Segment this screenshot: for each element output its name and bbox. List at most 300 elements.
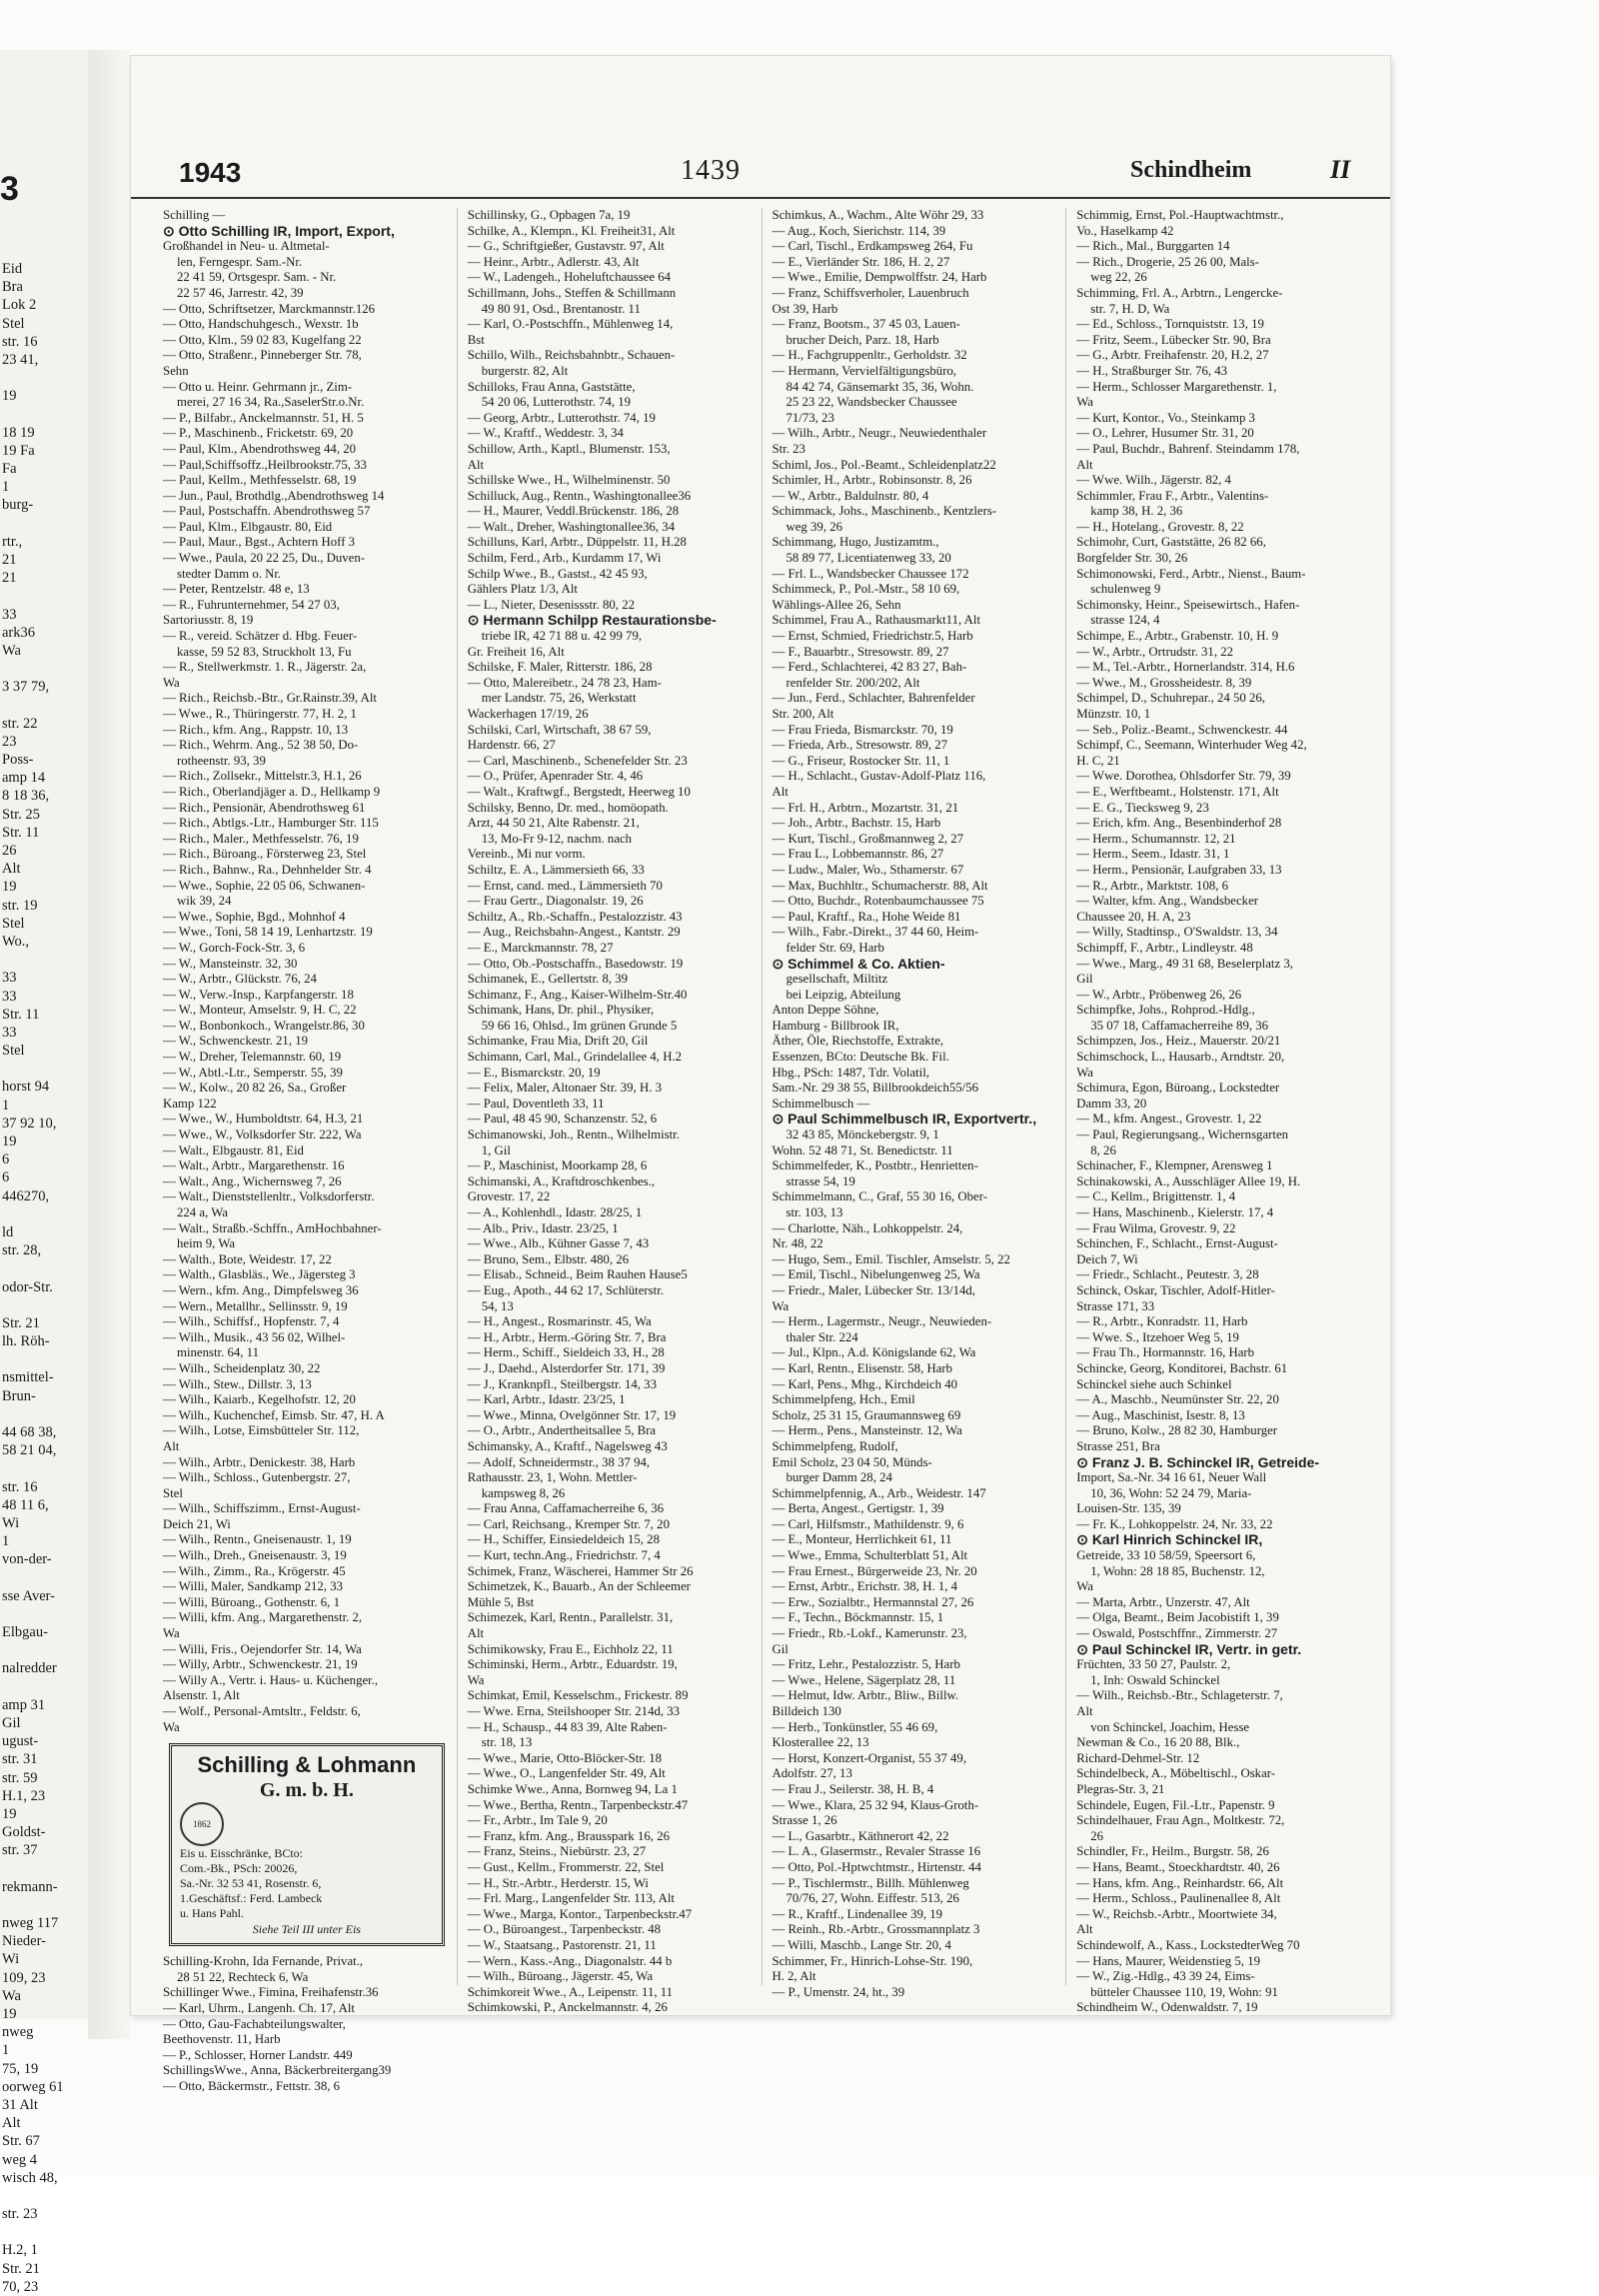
directory-entry-line: Schimanek, E., Gellertstr. 8, 39 [467,972,629,987]
left-page-line: nweg 117 [2,1915,59,1932]
left-page-line [2,1405,86,1423]
left-page-line: 8 18 36, [2,788,50,805]
directory-entry-line: — H., Hotelang., Grovestr. 8, 22 [1076,519,1244,534]
left-page-line [2,1459,86,1477]
directory-entry-line: — Paul, Buchdr., Bahrenf. Steindamm 178, [1076,441,1300,456]
left-page-line: amp 31 [2,1696,46,1713]
directory-entry-line: — Otto, Pol.-Hptwchtmstr., Hirtenstr. 44 [772,1859,981,1874]
directory-entry-line: Schimkat, Emil, Kesselschm., Frickestr. 89 [467,1688,689,1703]
left-page-line [2,697,86,715]
left-page-line [2,1641,86,1659]
left-page-line: 1 [2,1097,10,1114]
directory-entry-line: mer Landstr. 75, 26, Werkstatt [481,691,637,706]
directory-entry-line: Schimansky, A., Kraftf., Nagelsweg 43 [467,1438,668,1453]
directory-entry-line: — R., Stellwerkmstr. 1. R., Jägerstr. 2a, [163,660,367,675]
directory-entry-line: — Hugo, Sem., Emil. Tischler, Amselstr. 5, 22 [772,1251,1010,1266]
left-page-line: str. 16 [2,333,38,350]
directory-entry-line: — Herm., Pensionär, Laufgraben 33, 13 [1076,862,1282,877]
directory-entry-line: 13, Mo-Fr 9-12, nachm. nach [481,831,633,846]
ad-line: u. Hans Pahl. [180,1906,244,1921]
directory-entry-line: Schinckel siehe auch Schinkel [1076,1376,1232,1391]
directory-entry-line: — W., Gorch-Fock-Str. 3, 6 [163,940,306,955]
directory-entry-line: Schimanke, Frau Mia, Drift 20, Gil [467,1034,649,1049]
directory-entry-line: — Hans, Beamt., Stoeckhardtstr. 40, 26 [1076,1859,1280,1874]
directory-entry-line: — Fritz, Seem., Lübecker Str. 90, Bra [1076,332,1271,347]
directory-entry-line: — R., Arbtr., Marktstr. 108, 6 [1076,878,1229,893]
left-page-line: nsmittel- [2,1369,54,1386]
directory-entry-line: Schindler, Fr., Heilm., Burgstr. 58, 26 [1076,1844,1269,1859]
directory-entry-line: — Walt., Ang., Wichernsweg 7, 26 [163,1173,342,1188]
directory-entry-line: — Wilh., Kuchenchef, Eimsb. Str. 47, H. A [163,1407,385,1422]
entry-columns [163,208,1370,2093]
left-page-line: von-der- [2,1551,52,1568]
directory-entry-line: — Hans, Maurer, Weidenstieg 5, 19 [1076,1953,1260,1968]
directory-entry-line: — Wwe., Bertha, Rentn., Tarpenbeckstr.47 [467,1797,689,1812]
directory-entry-line: Schimmelmann, C., Graf, 55 30 16, Ober- [772,1189,987,1204]
directory-entry-line: — Wwe., Emilie, Dempwolffstr. 24, Harb [772,270,987,285]
directory-entry-line: Wa [163,1719,180,1734]
directory-entry-line: — Paul, 48 45 90, Schanzenstr. 52, 6 [467,1112,658,1127]
directory-entry-line: 10, 36, Wohn: 52 24 79, Maria- [1090,1485,1252,1500]
directory-entry-line: — Kurt, Tischl., Großmannweg 2, 27 [772,831,964,846]
directory-entry-line: Schimmler, Frau F., Arbtr., Valentins- [1076,488,1269,503]
directory-entry-line: minenstr. 64, 11 [177,1345,259,1360]
directory-entry-line: — Franz, Bootsm., 37 45 03, Lauen- [772,317,960,332]
directory-entry-line: — E., Marckmannstr. 78, 27 [467,940,614,955]
directory-entry-line: — Walt., Dreher, Washingtonallee36, 34 [467,519,676,534]
directory-entry-line: 35 07 18, Caffamacherreihe 89, 36 [1090,1018,1269,1033]
directory-entry-line: — Carl, Tischl., Erdkampsweg 264, Fu [772,239,973,254]
directory-entry-line: Schimonsky, Heinr., Speisewirtsch., Hafen- [1076,597,1300,612]
left-page-number: 3 [0,170,19,208]
left-page-line: 18 19 [2,424,35,441]
left-page-line [2,951,86,969]
directory-entry-line: — R., Kraftf., Lindenallee 39, 19 [772,1906,943,1921]
directory-entry-line: — Herm., Seem., Idastr. 31, 1 [1076,847,1230,862]
directory-entry-line: kamp 38, H. 2, 36 [1090,504,1183,519]
directory-entry-line: burgerstr. 82, Alt [481,363,569,378]
directory-entry-line: — Berta, Angest., Gertigstr. 1, 39 [772,1501,944,1516]
directory-entry-line: felder Str. 69, Harb [786,940,884,955]
directory-entry-line: Ost 39, Harb [772,301,838,316]
directory-entry-line: — A., Kohlenhdl., Idastr. 28/25, 1 [467,1205,643,1219]
directory-entry-line: — L., Nieter, Desenissstr. 80, 22 [467,597,635,612]
left-page-lines [2,260,86,2296]
directory-entry-line: — Paul, Maur., Bgst., Achtern Hoff 3 [163,535,356,550]
directory-entry-line: — Rich., Maler., Methfesselstr. 76, 19 [163,831,359,846]
directory-entry-line: — Oswald, Postschffnr., Zimmerstr. 27 [1076,1626,1278,1641]
directory-entry-line: — H., Arbtr., Herm.-Göring Str. 7, Bra [467,1329,667,1344]
directory-entry-line: — Olga, Beamt., Beim Jacobistift 1, 39 [1076,1610,1279,1625]
directory-entry-line: — H., Schiffer, Einsiedeldeich 15, 28 [467,1532,660,1547]
directory-entry-line: Richard-Dehmel-Str. 12 [1076,1750,1200,1765]
directory-entry-line: 1, Inh: Oswald Schinckel [1090,1672,1220,1687]
directory-entry-line: schulenweg 9 [1090,582,1161,597]
directory-entry-line: Schillske Wwe., H., Wilhelminenstr. 50 [467,473,671,488]
directory-entry-line: — Wilh., Musik., 43 56 02, Wilhel- [163,1329,346,1344]
left-page-line: 6 [2,1151,10,1168]
directory-entry-line: — Heinr., Arbtr., Adlerstr. 43, Alt [467,254,640,269]
directory-entry-line: Klosterallee 22, 13 [772,1735,869,1750]
directory-entry-line: — Herm., Pens., Mansteinstr. 12, Wa [772,1423,962,1438]
left-page-line: 33 [2,988,17,1005]
directory-entry-line: Schimmeck, P., Pol.-Mstr., 58 10 69, [772,582,960,597]
ad-line: Eis u. Eisschränke, BCto: [180,1846,303,1861]
directory-entry-line: Schimann, Carl, Mal., Grindelallee 4, H.2 [467,1050,683,1065]
ad-footer: Siehe Teil III unter Eis [252,1922,361,1937]
directory-entry-line: — Wilh., Fabr.-Direkt., 37 44 60, Heim- [772,925,979,940]
directory-entry-line: — Frieda, Arb., Stresowstr. 89, 27 [772,738,948,753]
left-page-line: rekmann- [2,1878,58,1895]
directory-entry-line: — E., Bismarckstr. 20, 19 [467,1065,601,1080]
directory-entry-line: 49 80 91, Osd., Brentanostr. 11 [481,301,641,316]
directory-entry-line: — Karl, Pens., Mhg., Kirchdeich 40 [772,1376,958,1391]
left-page-line: Str. 25 [2,806,40,823]
directory-entry-line: Schimpe, E., Arbtr., Grabenstr. 10, H. 9 [1076,629,1279,644]
directory-entry-line: — Frau Anna, Caffamacherreihe 6, 36 [467,1501,665,1516]
ad-company-form: G. m. b. H. [259,1779,354,1802]
directory-entry-line: — Wern., kfm. Ang., Dimpfelsweg 36 [163,1282,359,1297]
left-page-line: str. 23 [2,2206,38,2223]
left-page-line: 23 [2,733,17,750]
directory-entry-line: Schimmelbusch — [772,1096,870,1111]
directory-entry-line: 26 [1090,1828,1104,1843]
left-page-line: 1 [2,479,10,496]
left-page-line: 19 [2,1134,17,1149]
left-page-line: str. 16 [2,1478,38,1495]
directory-entry-line: Münzstr. 10, 1 [1076,707,1151,721]
directory-entry-line: Anton Deppe Söhne, [772,1003,879,1018]
directory-entry-line: — Wwe. S., Itzehoer Weg 5, 19 [1076,1329,1239,1344]
left-page-line: Wa [2,1987,21,2004]
directory-entry-line: — Frau Th., Hormannstr. 16, Harb [1076,1345,1255,1360]
directory-entry-line: 84 42 74, Gänsemarkt 35, 36, Wohn. [786,379,974,394]
directory-entry-line: 8, 26 [1090,1143,1116,1157]
column-1-after-ad [163,1954,451,2094]
directory-entry-line: Schimohr, Curt, Gaststätte, 26 82 66, [1076,535,1266,550]
left-page-line: Stel [2,1043,25,1060]
directory-entry-line: Schimkowski, P., Anckelmannstr. 4, 26 [467,2000,668,2015]
directory-entry-line: — Wwe., Sophie, Bgd., Mohnhof 4 [163,909,346,924]
advertisement-box [169,1743,445,1946]
directory-entry-line: H. C, 21 [1076,753,1120,768]
directory-entry-line: Schinacher, F., Klempner, Arensweg 1 [1076,1158,1273,1173]
directory-entry-line: — Wwe. Wilh., Jägerstr. 82, 4 [1076,473,1231,488]
left-page-line: 26 [2,843,17,859]
left-page-line [2,1296,86,1314]
directory-entry-line: Schimanz, F., Ang., Kaiser-Wilhelm-Str.40 [467,987,688,1002]
directory-entry-line: — Frau L., Lobbemannstr. 86, 27 [772,847,944,862]
directory-entry-line: Schimler, H., Arbtr., Robinsonstr. 8, 26 [772,473,972,488]
directory-entry-line: — Wilh., Reichsb.-Btr., Schlageterstr. 7, [1076,1688,1283,1703]
directory-entry-line: Schindelhauer, Frau Agn., Moltkestr. 72, [1076,1813,1285,1828]
directory-entry-line: Wählings-Allee 26, Sehn [772,597,901,612]
directory-entry-line: — Wilh., Büroang., Jägerstr. 45, Wa [467,1969,654,1984]
left-page-line: 446270, [2,1187,50,1204]
left-page-line: Elbgau- [2,1624,48,1641]
directory-entry-line: — Wwe., Emma, Schulterblatt 51, Alt [772,1548,968,1563]
header-year: 1943 [179,157,242,188]
left-page-line: 31 Alt [2,2096,38,2113]
directory-entry-line: — Wilh., Zimm., Ra., Krögerstr. 45 [163,1563,346,1578]
directory-entry-line: — Paul,Schiffsoffz.,Heilbrookstr.75, 33 [163,457,367,472]
left-page-line: 33 [2,970,17,987]
directory-entry-line: Schilski, Carl, Wirtschaft, 38 67 59, [467,722,652,737]
directory-entry-line: Borgfelder Str. 30, 26 [1076,551,1188,566]
directory-entry-line: — Franz, Steins., Niebürstr. 23, 27 [467,1844,647,1859]
directory-entry-line: Sam.-Nr. 29 38 55, Billbrookdeich55/56 [772,1081,979,1096]
directory-entry-line: — Wern., Metallhr., Sellinsstr. 9, 19 [163,1298,348,1313]
directory-entry-line: — Rich., Büroang., Försterweg 23, Stel [163,847,367,862]
left-page-line [2,369,86,387]
directory-entry-line: — W., Ladengeh., Hoheluftchaussee 64 [467,270,672,285]
directory-entry-line: Kamp 122 [163,1096,217,1111]
directory-entry-line: — Friedr., Maler, Lübecker Str. 13/14d, [772,1282,975,1297]
directory-entry-line: — Wwe., R., Thüringerstr. 77, H. 2, 1 [163,707,357,721]
left-page-line: 6 [2,1169,10,1186]
directory-entry-line: — Alb., Priv., Idastr. 23/25, 1 [467,1220,619,1235]
directory-entry-line: — Otto, Bäckermstr., Fettstr. 38, 6 [163,2078,341,2093]
directory-entry-line: Schinchen, F., Schlacht., Ernst-August- [1076,1236,1278,1251]
directory-entry-line: Schimming, Frl. A., Arbtrn., Lengercke- [1076,285,1283,300]
directory-entry-line: — Walt., Arbtr., Margarethenstr. 16 [163,1158,345,1173]
directory-entry-line: — Rich., Abtlgs.-Ltr., Hamburger Str. 115 [163,816,379,831]
directory-entry-line: ⊙ Paul Schinckel IR, Vertr. in getr. [1076,1640,1302,1657]
directory-entry-line: — Wwe., M., Grossheidestr. 8, 39 [1076,675,1252,690]
directory-entry-line: Str. 23 [772,441,805,456]
directory-entry-line: — Herm., Schiff., Sieldeich 33, H., 28 [467,1345,665,1360]
left-page-line: H.2, 1 [2,2242,38,2259]
directory-entry-line: — Walt., Elbgaustr. 81, Eid [163,1143,304,1157]
directory-entry-line: Wa [772,1298,790,1313]
directory-entry-line: — Joh., Arbtr., Bachstr. 15, Harb [772,816,941,831]
left-page-line: weg 4 [2,2151,38,2168]
directory-entry-line: Schiml, Jos., Pol.-Beamt., Schleidenplatz22 [772,457,996,472]
directory-entry-line: — W., Kolw., 20 82 26, Sa., Großer [163,1081,347,1096]
directory-entry-line: Scholz, 25 31 15, Graumannsweg 69 [772,1407,961,1422]
directory-entry-line: weg 22, 26 [1090,270,1147,285]
directory-entry-line: Alt [1076,1704,1093,1718]
directory-entry-line: ⊙ Schimmel & Co. Aktien- [772,955,945,972]
column-2-entries [468,208,756,2016]
directory-entry-line: Schimonowski, Ferd., Arbtr., Nienst., Baum- [1076,566,1306,581]
left-page-line: Str. 11 [2,1006,40,1023]
directory-entry-line: strasse 54, 19 [786,1173,855,1188]
directory-entry-line: Strasse 171, 33 [1076,1298,1155,1313]
directory-entry-line: — Rich., Reichsb.-Btr., Gr.Rainstr.39, Alt [163,691,377,706]
directory-entry-line: Bst [467,332,485,347]
left-page-line: nalredder [2,1660,57,1677]
directory-entry-line: — Willi, Fris., Oejendorfer Str. 14, Wa [163,1641,362,1656]
directory-entry-line: — R., Fuhrunternehmer, 54 27 03, [163,597,340,612]
directory-entry-line: Gil [1076,972,1093,987]
left-page-line: horst 94 [2,1079,50,1096]
directory-entry-line: Großhandel in Neu- u. Altmetal- [163,239,330,254]
left-page-line: str. 31 [2,1751,38,1768]
directory-entry-line: str. 18, 13 [481,1735,533,1750]
left-page-line [2,1860,86,1878]
directory-entry-line: Schimanowski, Joh., Rentn., Wilhelmistr. [467,1128,680,1143]
directory-entry-line: Schimpf, C., Seemann, Winterhuder Weg 42, [1076,738,1307,753]
directory-entry-line: — Otto, Schriftsetzer, Marckmannstr.126 [163,301,376,316]
directory-entry-line: — Wilh., Schloss., Gutenbergstr. 27, [163,1470,351,1485]
directory-entry-line: 58 89 77, Licentiatenweg 33, 20 [786,551,951,566]
left-page-line [2,1569,86,1587]
directory-entry-line: — Wilh., Lotse, Eimsbütteler Str. 112, [163,1423,360,1438]
left-page-line: str. 59 [2,1769,38,1786]
left-page-line: amp 14 [2,770,46,787]
directory-entry-line: — P., Schlosser, Horner Landstr. 449 [163,2047,353,2062]
left-page-line: Str. 67 [2,2133,40,2150]
directory-entry-line: Schimanski, A., Kraftdroschkenbes., [467,1173,656,1188]
directory-entry-line: — Walt., Kraftwgf., Bergstedt, Heerweg 10 [467,784,691,799]
directory-entry-line: Louisen-Str. 135, 39 [1076,1501,1181,1516]
left-page-line: str. 37 [2,1842,38,1859]
directory-entry-line: — M., kfm. Angest., Grovestr. 1, 22 [1076,1112,1262,1127]
directory-entry-line: — Fr., Arbtr., Im Tale 9, 20 [467,1813,608,1828]
directory-entry-line: Schilluck, Aug., Rentn., Washingtonallee36 [467,488,692,503]
directory-entry-line: Alt [163,1438,180,1453]
directory-entry-line: — Hans, kfm. Ang., Reinhardstr. 66, Alt [1076,1875,1284,1890]
left-page-line [2,1060,86,1078]
directory-entry-line: Wa [163,675,180,690]
ad-company-name: Schilling & Lohmann [197,1752,417,1778]
ad-line: Com.-Bk., PSch: 20026, [180,1861,298,1876]
directory-entry-line: — P., Tischlermstr., Billh. Mühlenweg [772,1875,969,1890]
directory-entry-line: — F., Techn., Böckmannstr. 15, 1 [772,1610,944,1625]
directory-entry-line: — Wolf., Personal-Amtsltr., Feldstr. 6, [163,1704,361,1718]
left-page-line: ld [2,1223,14,1240]
ad-seal-logo: 1862 [180,1802,224,1846]
directory-entry-line: Schimmel, Frau A., Rathausmarkt11, Alt [772,613,981,628]
directory-entry-line: ⊙ Hermann Schilpp Restaurationsbe- [467,612,717,629]
left-page-line: oorweg 61 [2,2078,64,2095]
left-page-line: Wa [2,642,21,659]
directory-entry-line: Schinakowski, A., Ausschläger Allee 19, H. [1076,1173,1301,1188]
directory-entry-line: str. 103, 13 [786,1205,843,1219]
directory-entry-line: Vo., Haselkamp 42 [1076,223,1174,238]
left-page-line: Goldst- [2,1824,46,1841]
directory-entry-line: Adolfstr. 27, 13 [772,1766,852,1781]
left-page-line [2,2187,86,2205]
directory-entry-line: — Rich., Mal., Burggarten 14 [1076,239,1230,254]
directory-entry-line: ⊙ Paul Schimmelbusch IR, Exportvertr., [772,1111,1037,1128]
directory-entry-line: — Fritz, Lehr., Pestalozzistr. 5, Harb [772,1657,960,1672]
directory-entry-line: — Ernst, Schmied, Friedrichstr.5, Harb [772,629,973,644]
directory-entry-line: Schilske, F. Maler, Ritterstr. 186, 28 [467,660,653,675]
left-page-line: rtr., [2,533,23,550]
directory-entry-line: — Rich., Pensionär, Abendrothsweg 61 [163,800,366,815]
directory-entry-line: — Kurt, techn.Ang., Friedrichstr. 7, 4 [467,1548,661,1563]
directory-entry-line: ⊙ Franz J. B. Schinckel IR, Getreide- [1076,1453,1320,1470]
directory-entry-line: Schindele, Eugen, Fil.-Ltr., Papenstr. 9 [1076,1797,1275,1812]
directory-entry-line: — Herm., Schlosser Margarethenstr. 1, [1076,379,1277,394]
directory-entry-line: — Frl. Marg., Langenfelder Str. 113, Alt [467,1891,675,1906]
directory-entry-line: Billdeich 130 [772,1704,841,1718]
left-page-line: Bra [2,279,23,296]
directory-entry-line: merei, 27 16 34, Ra.,SaselerStr.o.Nr. [177,395,365,410]
directory-entry-line: — O., Arbtr., Andertheitsallee 5, Bra [467,1423,657,1438]
left-page-line: Alt [2,861,21,878]
directory-entry-line: — J., Kranknpfl., Steilbergstr. 14, 33 [467,1376,657,1391]
directory-entry-line: — Wwe., Marga, Kontor., Tarpenbeckstr.47 [467,1906,693,1921]
directory-entry-line: — P., Maschinist, Moorkamp 28, 6 [467,1158,648,1173]
directory-entry-line: — R., vereid. Schätzer d. Hbg. Feuer- [163,629,358,644]
column-1-entries [163,208,451,1735]
directory-entry-line: — Eug., Apoth., 44 62 17, Schlüterstr. [467,1282,664,1297]
directory-entry-line: — W., Mansteinstr. 32, 30 [163,956,298,971]
directory-entry-line: — Rich., Drogerie, 25 26 00, Mals- [1076,254,1259,269]
ad-line: 1.Geschäftsf.: Ferd. Lambeck [180,1891,323,1906]
directory-entry-line: 22 57 46, Jarrestr. 42, 39 [177,285,304,300]
directory-entry-line: burger Damm 28, 24 [786,1470,892,1485]
left-page-line: 37 92 10, [2,1115,57,1132]
directory-entry-line: rotheenstr. 93, 39 [177,753,266,768]
directory-entry-line: — W., Schwenckestr. 21, 19 [163,1034,309,1049]
left-page-line: Str. 11 [2,824,40,841]
directory-entry-line: — Walt., Dienststellenltr., Volksdorferstr. [163,1189,375,1204]
header-catchword: Schindheim [1130,157,1252,183]
directory-entry-line: — H., Straßburger Str. 76, 43 [1076,363,1228,378]
directory-entry-line: — Walt., Straßb.-Schffn., AmHochbahner- [163,1220,382,1235]
left-page-line: 1 [2,2042,10,2059]
directory-entry-line: — Hans, Maschinenb., Kielerstr. 17, 4 [1076,1205,1274,1219]
directory-entry-line: Wa [1076,395,1093,410]
directory-entry-line: — Karl, Arbtr., Idastr. 23/25, 1 [467,1392,626,1407]
directory-entry-line: — Emil, Tischl., Nibelungenweg 25, Wa [772,1267,980,1282]
directory-entry-line: Schilke, A., Klempn., Kl. Freiheit31, Alt [467,223,676,238]
directory-entry-line: — Wwe., Minna, Ovelgönner Str. 17, 19 [467,1407,677,1422]
directory-entry-line: Nr. 48, 22 [772,1236,823,1251]
directory-entry-line: Schimpel, D., Schuhrepar., 24 50 26, [1076,691,1265,706]
directory-entry-line: Wackerhagen 17/19, 26 [467,707,589,721]
column-4-entries [1076,208,1364,2016]
directory-entry-line: — Karl, Rentn., Elisenstr. 58, Harb [772,1360,953,1375]
directory-entry-line: Schimank, Hans, Dr. phil., Physiker, [467,1003,655,1018]
directory-entry-line: — E. G., Tiecksweg 9, 23 [1076,800,1209,815]
directory-entry-line: Schilluns, Karl, Arbtr., Düppelstr. 11, H.28 [467,535,687,550]
directory-entry-line: Schimpff, F., Arbtr., Lindleystr. 48 [1076,940,1253,955]
directory-entry-line: bütteler Chaussee 110, 19, Wohn: 91 [1090,1984,1278,1999]
left-page-line: str. 28, [2,1242,42,1259]
directory-entry-line: — R., Arbtr., Konradstr. 11, Harb [1076,1314,1248,1329]
directory-entry-line: Gil [772,1641,789,1656]
left-page-line: odor-Str. [2,1278,53,1295]
directory-entry-line: Wa [1076,1065,1093,1080]
left-page-line: 19 [2,879,17,896]
directory-entry-line: — Otto, Malereibetr., 24 78 23, Ham- [467,675,662,690]
left-page-line: burg- [2,497,34,514]
directory-entry-line: — E., Werftbeamt., Holstenstr. 171, Alt [1076,784,1279,799]
directory-entry-line: — Otto u. Heinr. Gehrmann jr., Zim- [163,379,353,394]
header-part: II [1330,155,1351,184]
directory-entry-line: — E., Monteur, Herrlichkeit 61, 11 [772,1532,952,1547]
directory-entry-line: SchillingsWwe., Anna, Bäckerbreitergang39 [163,2063,392,2078]
directory-entry-line: — Paul, Postschaffn. Abendrothsweg 57 [163,504,371,519]
left-page-line: ugust- [2,1733,39,1750]
directory-entry-line: — Paul, Klm., Elbgaustr. 80, Eid [163,519,333,534]
directory-entry-line: Schimkus, A., Wachm., Alte Wöhr 29, 33 [772,208,984,222]
directory-entry-line: Schimmer, Fr., Hinrich-Lohse-Str. 190, [772,1953,973,1968]
directory-entry-line: — Paul, Regierungsang., Wichernsgarten [1076,1128,1289,1143]
directory-entry-line: Schimezek, Karl, Rentn., Parallelstr. 31, [467,1610,674,1625]
page-header [131,151,1390,199]
directory-entry-line: — Karl, Uhrm., Langenh. Ch. 17, Alt [163,2000,355,2015]
directory-entry-line: — Frau Wilma, Grovestr. 9, 22 [1076,1220,1236,1235]
directory-entry-line: — A., Maschb., Neumünster Str. 22, 20 [1076,1392,1279,1407]
left-page-line: 19 [2,388,17,405]
directory-entry-line: Schinck, Oskar, Tischler, Adolf-Hitler- [1076,1282,1275,1297]
